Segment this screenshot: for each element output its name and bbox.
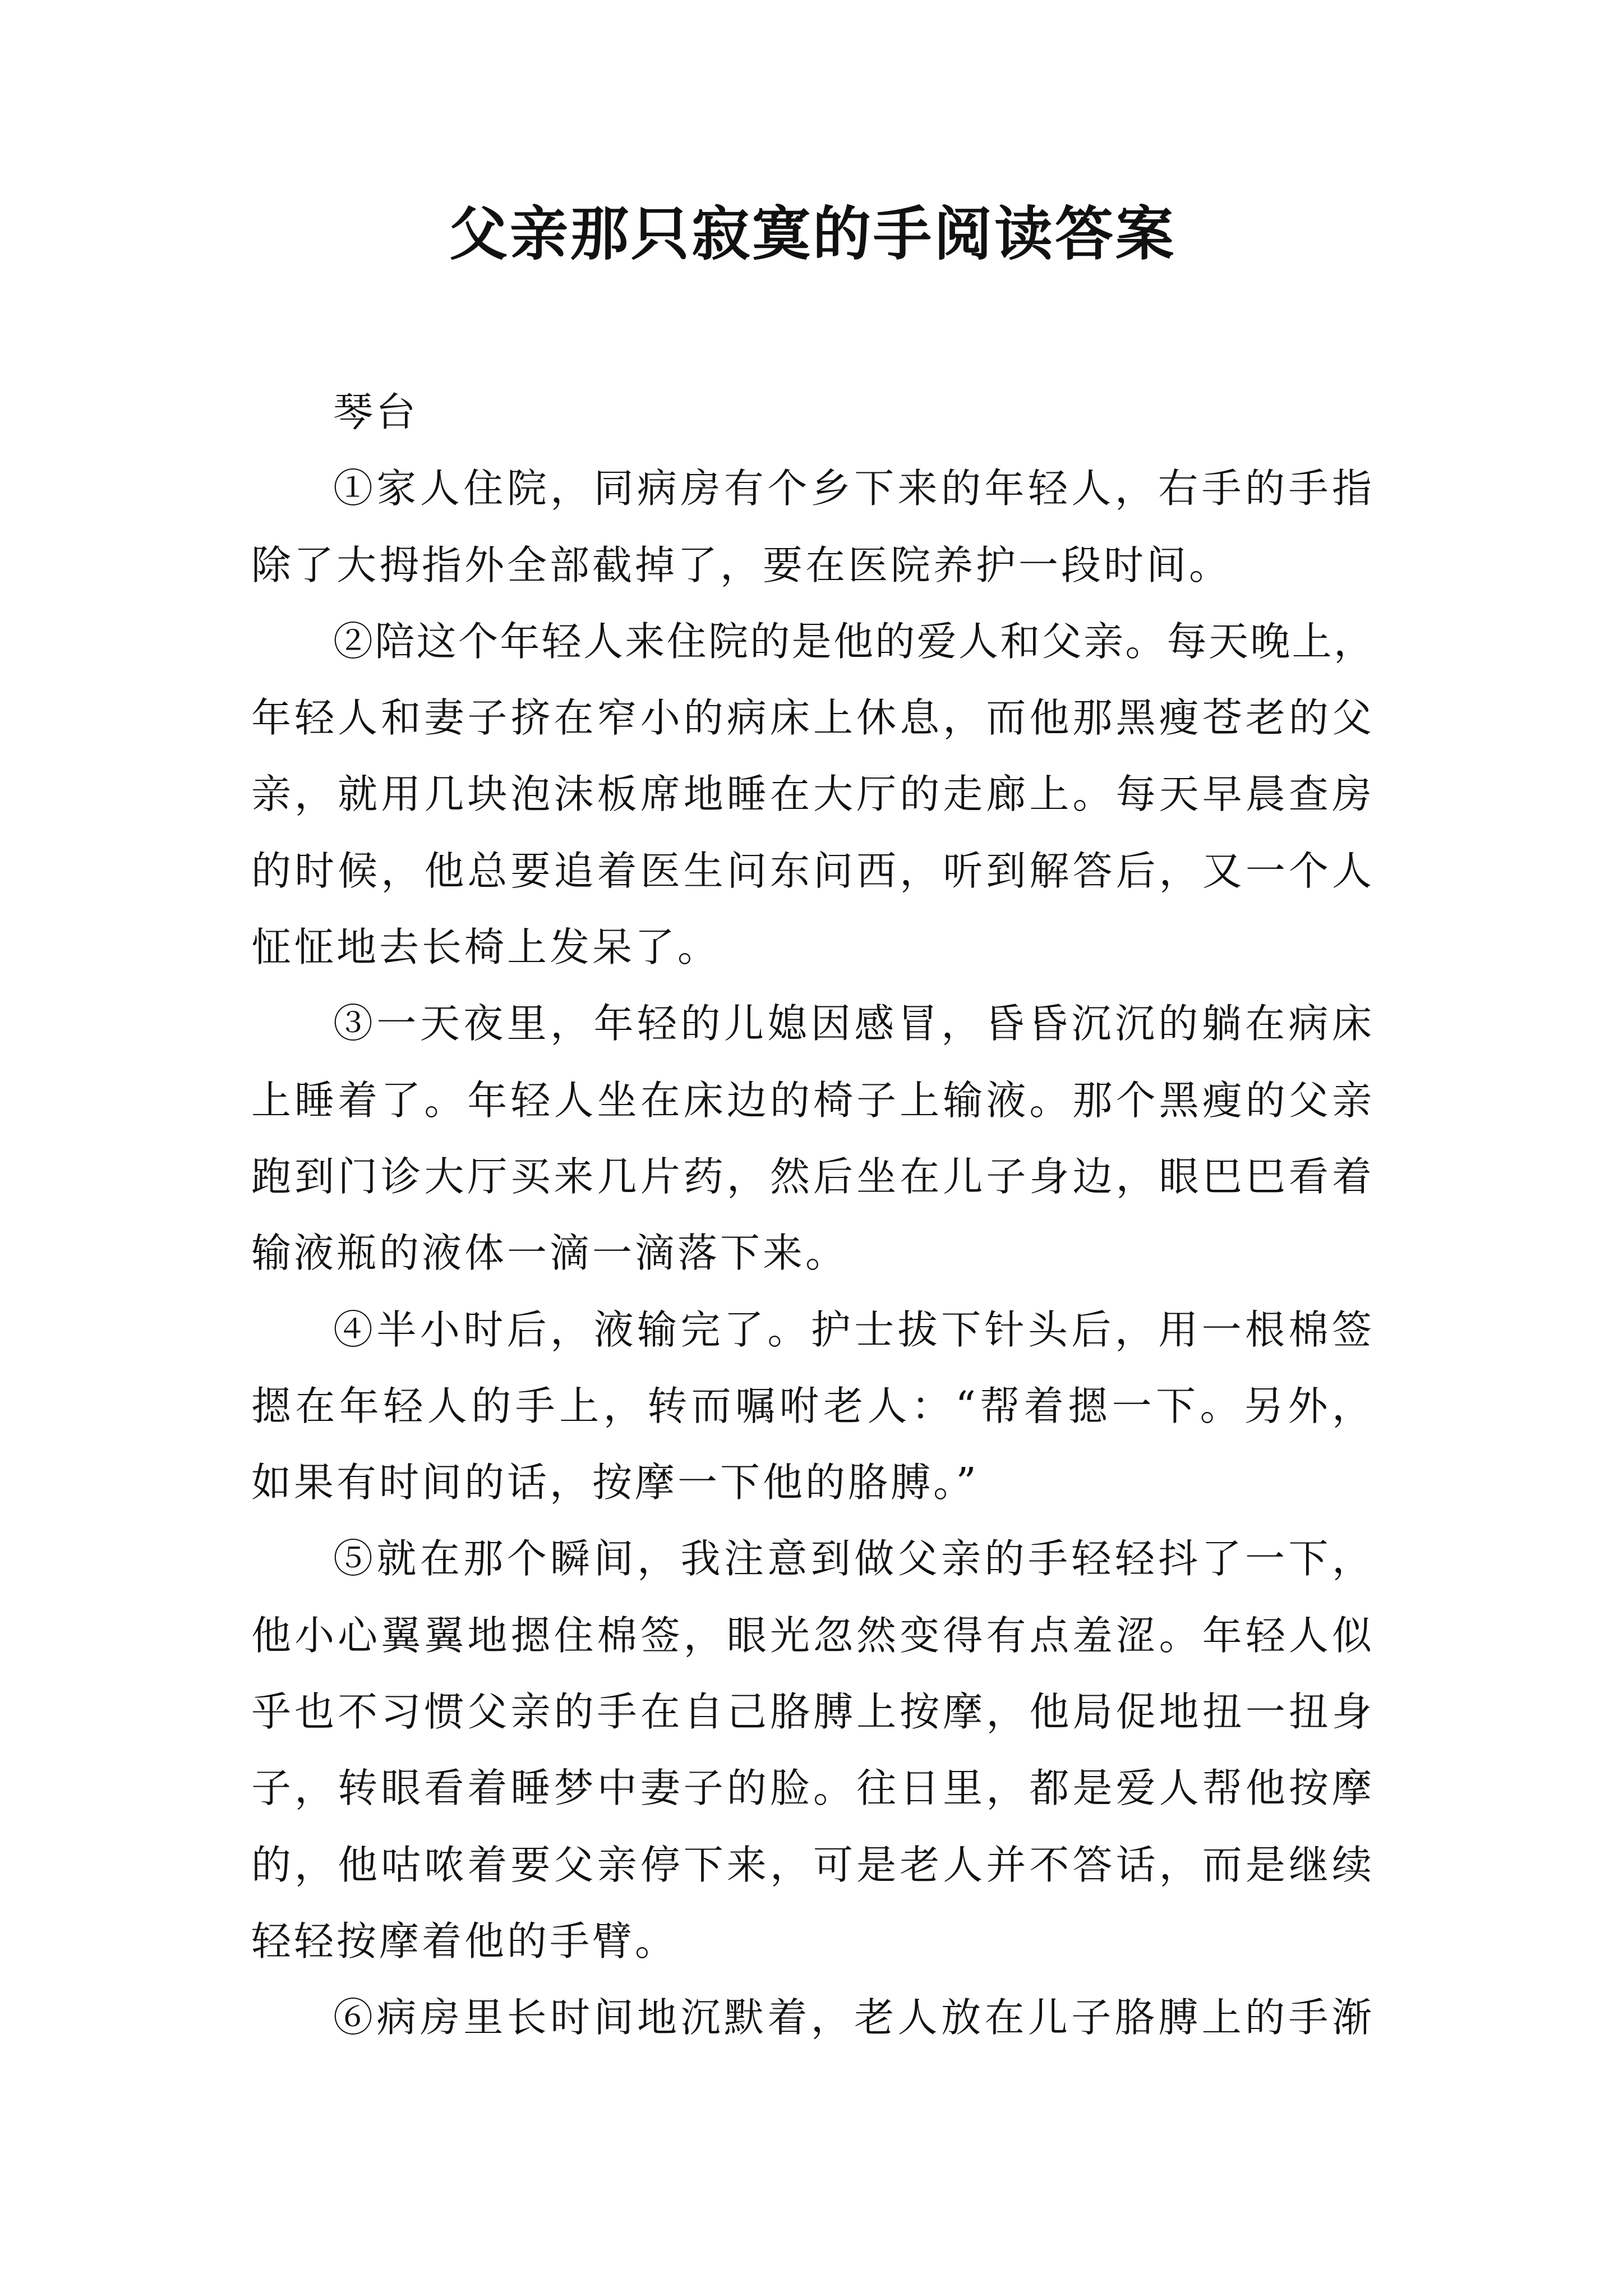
paragraph-4 <box>251 1292 1375 1521</box>
text-line: 输液瓶的液体一滴一滴落下来。 <box>251 1230 849 1277</box>
text-line: 子，转眼看着睡梦中妻子的脸。往日里，都是爱人帮他按摩 <box>251 1765 1375 1812</box>
text-line: 轻轻按摩着他的手臂。 <box>251 1917 678 1964</box>
text-line: ③一天夜里，年轻的儿媳因感冒，昏昏沉沉的躺在病床 <box>333 1000 1375 1047</box>
text-line: ②陪这个年轻人来住院的是他的爱人和父亲。每天晚上， <box>333 618 1375 665</box>
text-line: 怔怔地去长椅上发呆了。 <box>251 924 721 971</box>
text-line: ④半小时后，液输完了。护士拔下针头后，用一根棉签 <box>333 1306 1375 1353</box>
paragraph-6 <box>251 1980 1375 2056</box>
text-line: ⑥病房里长时间地沉默着，老人放在儿子胳膊上的手渐 <box>333 1994 1375 2041</box>
paragraph-1 <box>251 450 1375 604</box>
paragraph-3 <box>251 986 1375 1291</box>
text-line: 亲，就用几块泡沫板席地睡在大厅的走廊上。每天早晨查房 <box>251 771 1375 818</box>
text-line: 的时候，他总要追着医生问东问西，听到解答后，又一个人 <box>251 847 1375 894</box>
text-line: 除了大拇指外全部截掉了，要在医院养护一段时间。 <box>251 541 1232 588</box>
text-line: 跑到门诊大厅买来几片药，然后坐在儿子身边，眼巴巴看着 <box>251 1153 1375 1200</box>
text-line: 摁在年轻人的手上，转而嘱咐老人：“帮着摁一下。另外， <box>251 1382 1375 1429</box>
text-line: ①家人住院，同病房有个乡下来的年轻人，右手的手指 <box>333 465 1375 512</box>
article-body <box>251 374 1375 2056</box>
paragraph-5 <box>251 1521 1375 1980</box>
paragraph-2 <box>251 604 1375 986</box>
author-line: 琴台 <box>333 389 419 435</box>
text-line: 他小心翼翼地摁住棉签，眼光忽然变得有点羞涩。年轻人似 <box>251 1612 1375 1659</box>
page-title: 父亲那只寂寞的手阅读答案 <box>449 199 1176 268</box>
text-line: 乎也不习惯父亲的手在自己胳膊上按摩，他局促地扭一扭身 <box>251 1688 1375 1736</box>
text-line: 年轻人和妻子挤在窄小的病床上休息，而他那黑瘦苍老的父 <box>251 694 1375 742</box>
text-line: 上睡着了。年轻人坐在床边的椅子上输液。那个黑瘦的父亲 <box>251 1076 1375 1124</box>
text-line: 如果有时间的话，按摩一下他的胳膊。” <box>251 1459 979 1506</box>
text-line: 的，他咕哝着要父亲停下来，可是老人并不答话，而是继续 <box>251 1841 1375 1888</box>
text-line: ⑤就在那个瞬间，我注意到做父亲的手轻轻抖了一下， <box>333 1535 1375 1582</box>
